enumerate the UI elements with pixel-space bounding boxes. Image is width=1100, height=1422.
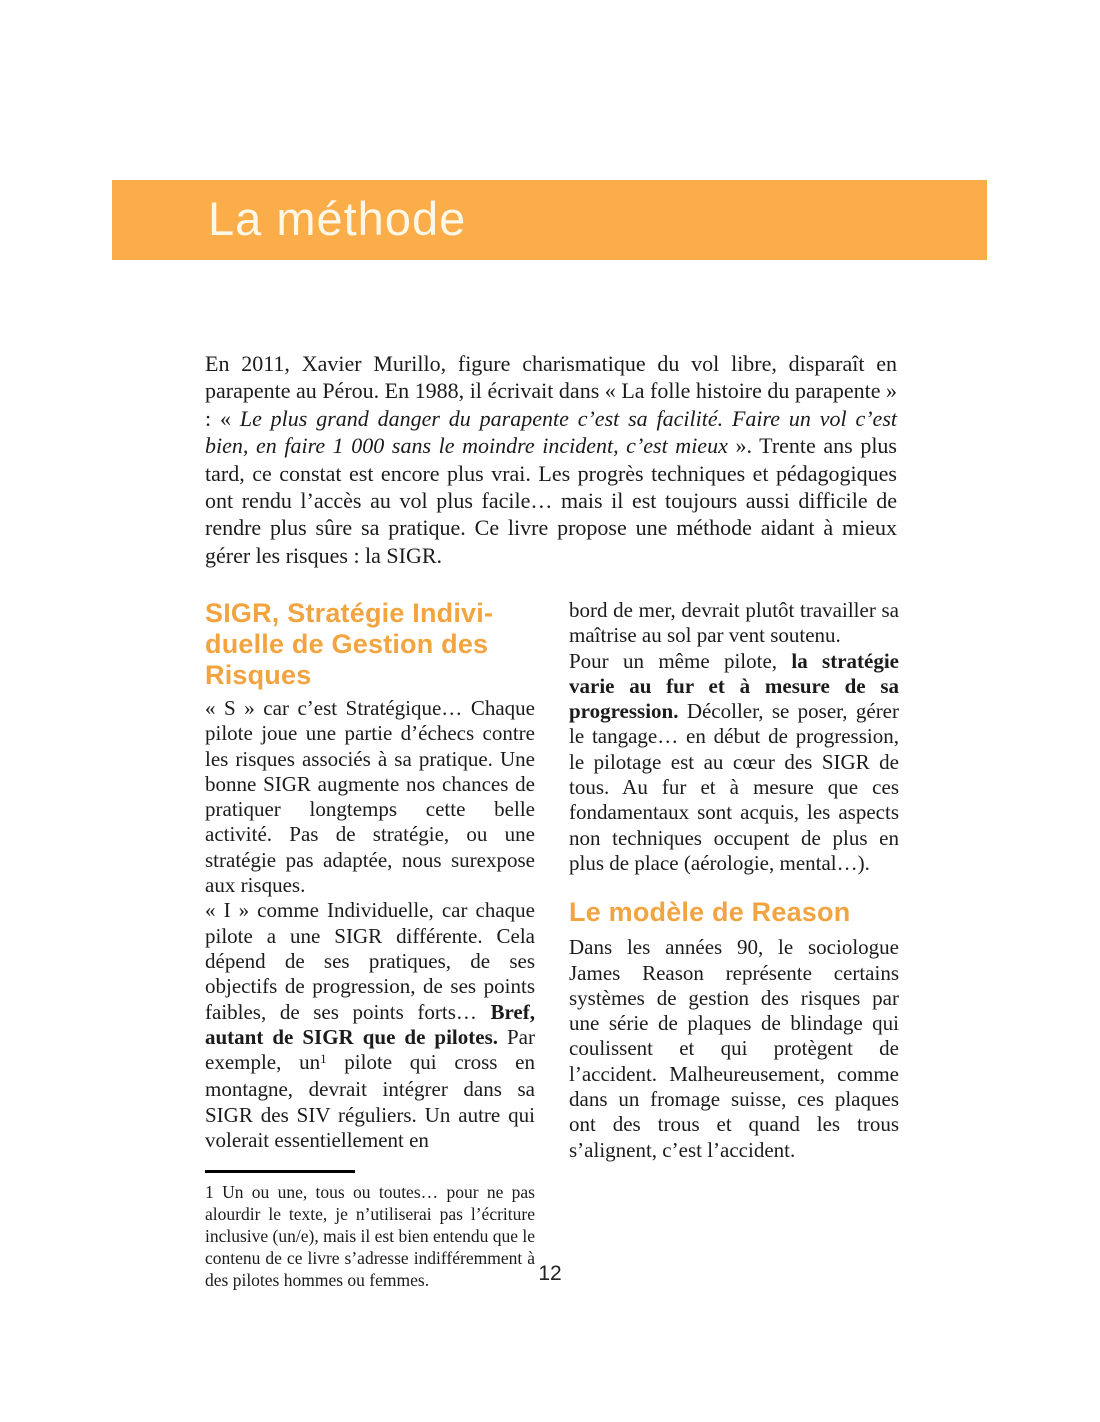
- heading-line: duelle de Gestion des: [205, 629, 489, 659]
- body-paragraph: « I » comme Individuelle, car chaque pilote a une SIGR différente. Cela dépend de ses pratiques, de ses objectifs de progression, de ses points faibles, de ses points forts… Bref, autant de SIGR que de pilotes. Par exemple, $un^1$ pilote qui cross en montagne, devrait intégrer dans sa SIGR des SIV réguliers. Un autre qui volerait essentiellement en: [205, 898, 535, 1153]
- heading-line: Risques: [205, 660, 312, 690]
- footnote-rule: [205, 1170, 355, 1173]
- section-heading-reason: Le modèle de Reason: [569, 897, 851, 928]
- section-heading-sigr: [205, 598, 535, 691]
- column-right: [569, 598, 899, 1291]
- body-paragraph: bord de mer, devrait plutôt travailler sa maîtrise au sol par vent soutenu.: [569, 598, 899, 648]
- page-title: La méthode: [208, 192, 467, 245]
- body-paragraph: Pour un même pilote, la stratégie varie au fur et à mesure de sa progression. Décoller, se poser, gérer le tangage… en début de progression, le pilotage est au cœur des SIGR de tous. Au fur et à mesure que ces fondamentaux sont acquis, les aspects non techniques occupent de plus en plus de place (aérologie, mental…).: [569, 648, 899, 875]
- content-columns: [205, 598, 899, 1291]
- intro-paragraph: En 2011, Xavier Murillo, figure charismatique du vol libre, disparaît en parapente au Pérou. En 1988, il écrivait dans « La folle histoire du parapente » : « Le plus grand danger du parapente c’est sa facilité. Faire un vol c’est bien, en faire 1 000 sans le moindre incident, c’est mieux ». Trente ans plus tard, ce constat est encore plus vrai. Les progrès techniques et pédagogiques ont rendu l’accès au vol plus facile… mais il est toujours aussi difficile de rendre plus sûre sa pratique. Ce livre propose une méthode aidant à mieux gérer les risques : la SIGR.: [205, 351, 897, 568]
- title-band: [112, 180, 987, 260]
- heading-line: SIGR, Stratégie Indivi-: [205, 598, 494, 628]
- footnote-text: 1 Un ou une, tous ou toutes… pour ne pas alourdir le texte, je n’utiliserai pas l’écriture inclusive (un/e), mais il est bien entendu que le contenu de ce livre s’adresse indifféremment à des pilotes hommes ou femmes.: [205, 1182, 535, 1291]
- page-number: 12: [538, 1262, 562, 1285]
- column-left: [205, 598, 535, 1291]
- body-paragraph: « S » car c’est Stratégique… Chaque pilote joue une partie d’échecs contre les risques associés à sa pratique. Une bonne SIGR augmente nos chances de pratiquer longtemps cette belle activité. Pas de stratégie, ou une stratégie pas adaptée, nous surexpose aux risques.: [205, 696, 535, 898]
- body-paragraph: Dans les années 90, le sociologue James Reason représente certains systèmes de gestion des risques par une série de plaques de blindage qui coulissent et qui protègent de l’accident. Malheureusement, comme dans un fromage suisse, ces plaques ont des trous et quand les trous s’alignent, c’est l’accident.: [569, 935, 899, 1162]
